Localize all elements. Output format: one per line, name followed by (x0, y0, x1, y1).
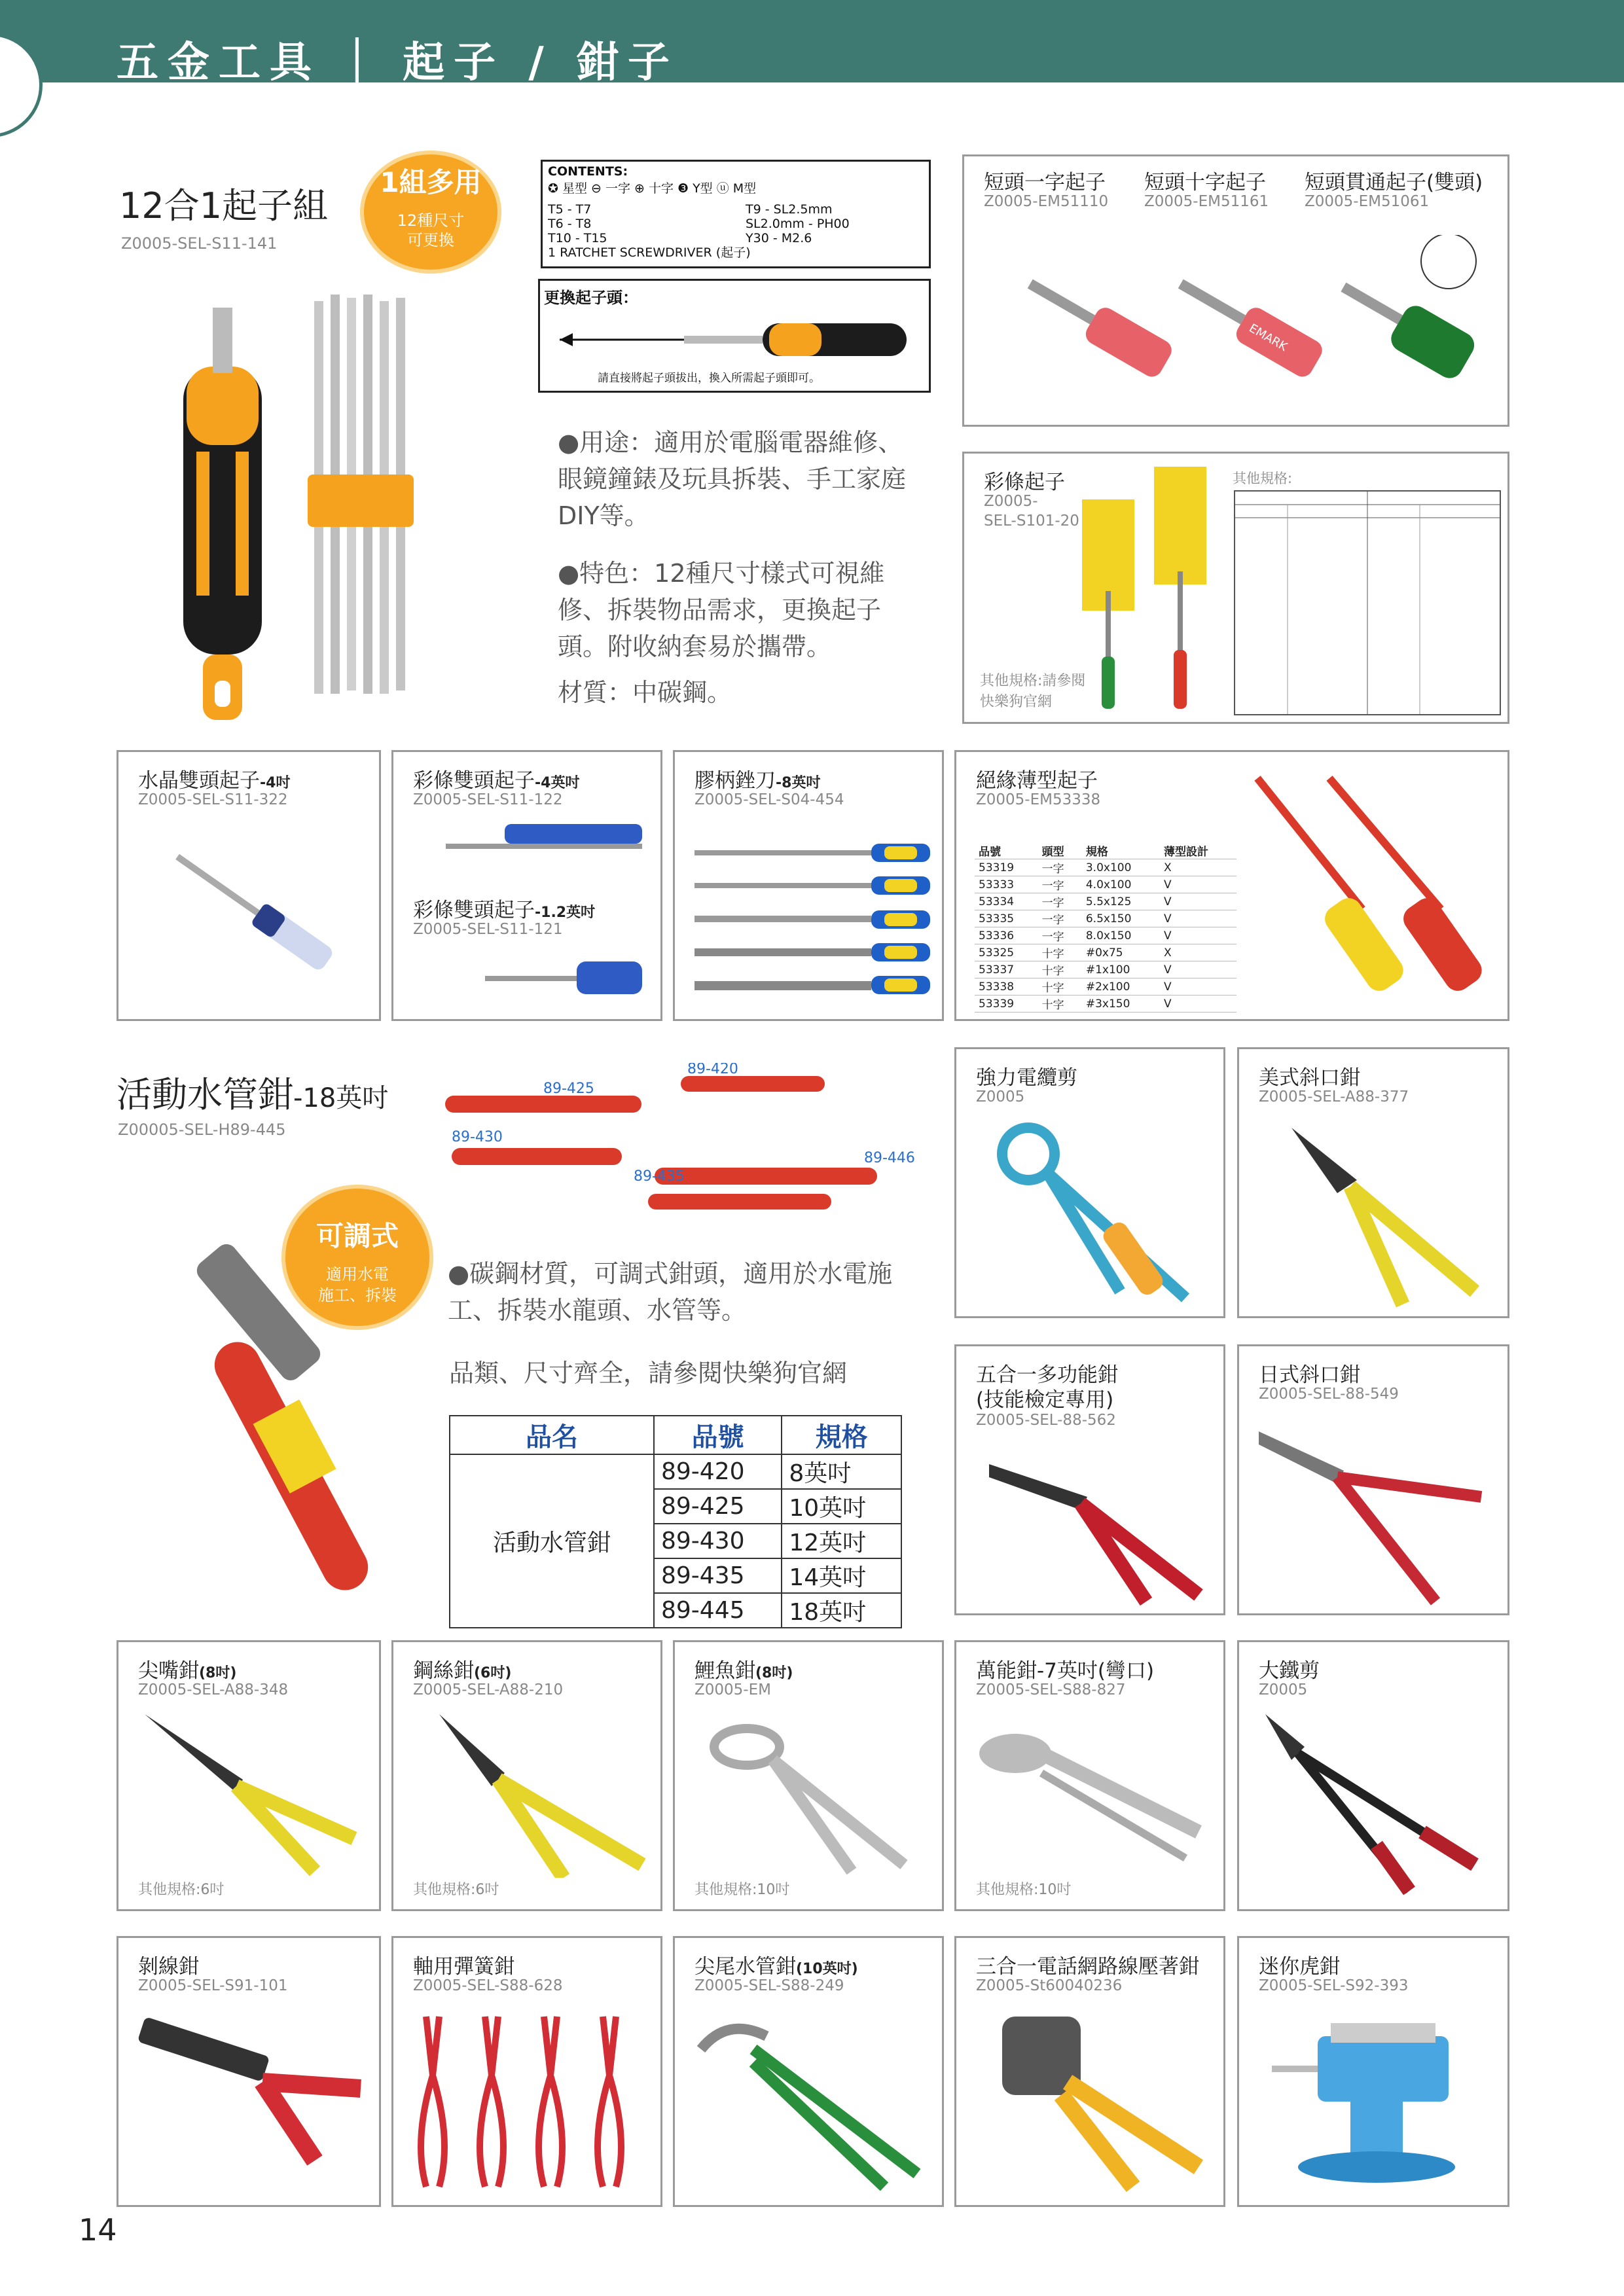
card-title: 尖嘴鉗(8吋) (138, 1659, 237, 1683)
short-cross-code: Z0005-EM51161 (1144, 193, 1269, 210)
color-double-driver-card[interactable] (391, 750, 662, 1021)
page-title: 五金工具 │ 起子 / 鉗子 (117, 39, 679, 87)
card-title: 彩條雙頭起子-4英吋 (413, 769, 580, 793)
pipe-spec-table (449, 1415, 902, 1628)
card-code: Z0005-SEL-A88-348 (138, 1681, 289, 1698)
table-row: 53334 一字 5.5x125 V (975, 893, 1236, 910)
crimping-tool-card[interactable] (954, 1936, 1225, 2207)
insulated-spec-table (975, 842, 1236, 1013)
card-code: Z0005-SEL-A88-210 (413, 1681, 564, 1698)
th: 規格 (1082, 842, 1160, 859)
th: 品號 (975, 842, 1038, 859)
card-title: 剝線鉗 (138, 1955, 199, 1979)
card-title: 軸用彈簧鉗 (413, 1955, 514, 1979)
card-title-2: 彩條雙頭起子-1.2英吋 (413, 899, 596, 922)
table-row: 53333 一字 4.0x100 V (975, 876, 1236, 893)
th-spec: 規格 (782, 1416, 901, 1454)
card-code: Z0005-SEL-S04-454 (695, 791, 844, 808)
locking-plier-image (976, 1714, 1212, 1871)
card-title: 水晶雙頭起子-4吋 (138, 769, 291, 793)
pipe-label: 89-446 (864, 1150, 915, 1166)
table-row: 53325 十字 #0x75 X (975, 944, 1236, 961)
pipe-label: 89-425 (543, 1081, 594, 1097)
th-name: 品名 (450, 1416, 654, 1454)
set12-contents-box (541, 160, 931, 268)
card-title-2: (技能檢定專用) (976, 1388, 1114, 1412)
short-through-code: Z0005-EM51061 (1305, 193, 1430, 210)
card-title: 尖尾水管鉗(10英吋) (695, 1955, 858, 1979)
card-note: 其他規格:10吋 (976, 1882, 1072, 1898)
table-row: 53337 十字 #1x100 V (975, 961, 1236, 978)
mini-vise-image (1265, 2010, 1488, 2193)
card-code: Z0005-St60040236 (976, 1977, 1123, 1994)
short-drivers-box (962, 154, 1509, 427)
brand-label: EMARK (1246, 321, 1290, 354)
set12-badge-line2: 可更換 (407, 231, 454, 249)
card-title: 膠柄銼刀-8英吋 (695, 769, 821, 793)
contents-item: T9 - SL2.5mm (746, 202, 833, 217)
card-code: Z0005-SEL-S91-101 (138, 1977, 288, 1994)
color-driver-note: 其他規格:請參閱 (980, 673, 1086, 689)
contents-item: SL2.0mm - PH00 (746, 217, 850, 231)
short-through-title: 短頭貫通起子(雙頭) (1305, 171, 1483, 194)
card-code: Z0005 (1259, 1681, 1308, 1698)
slip-joint-card[interactable] (673, 1640, 944, 1911)
cable-cutter-card[interactable] (954, 1047, 1225, 1318)
card-title: 鋼絲鉗(6吋) (413, 1659, 512, 1683)
card-code: Z0005-EM (695, 1681, 771, 1698)
combination-plier-card[interactable] (391, 1640, 662, 1911)
table-row: 53336 一字 8.0x150 V (975, 927, 1236, 944)
insulated-driver-image (1244, 765, 1506, 1020)
th: 頭型 (1038, 842, 1082, 859)
contents-legend: ✪ 星型 ⊖ 一字 ⊕ 十字 ❸ Y型 ⓤ M型 (548, 181, 757, 196)
th: 薄型設計 (1160, 842, 1236, 859)
color-driver-box (962, 452, 1509, 724)
locking-plier-card[interactable] (954, 1640, 1225, 1911)
set12-screwdriver-image (164, 288, 465, 733)
pipe-see-website: 品類、尺寸齊全，請參閱快樂狗官網 (449, 1359, 848, 1388)
short-cross-title: 短頭十字起子 (1144, 171, 1266, 194)
pipe-description: ●碳鋼材質，可調式鉗頭，適用於水電施工、拆裝水龍頭、水管等。 (448, 1259, 893, 1325)
wire-stripper-card[interactable] (117, 1936, 381, 2207)
set12-code: Z0005-SEL-S11-141 (121, 234, 278, 253)
us-diagonal-card[interactable] (1237, 1047, 1509, 1318)
color-driver-title: 彩條起子 (984, 471, 1065, 494)
card-code: Z0005-SEL-S88-827 (976, 1681, 1126, 1698)
crystal-driver-card[interactable] (117, 750, 381, 1021)
jp-diagonal-card[interactable] (1237, 1344, 1509, 1615)
table-row: 活動水管鉗 89-420 8英吋 (450, 1454, 901, 1489)
set12-feature: ●特色：12種尺寸樣式可視維修、拆裝物品需求，更換起子頭。附收納套易於攜帶。 (558, 559, 885, 661)
short-drivers-image (990, 235, 1488, 418)
table-product-name: 活動水管鉗 (450, 1454, 654, 1628)
color-driver-note: 快樂狗官網 (980, 694, 1053, 710)
th-code: 品號 (654, 1416, 782, 1454)
us-diagonal-image (1278, 1115, 1494, 1311)
set12-badge (364, 154, 497, 270)
table-row: 89-445 18英吋 (450, 1593, 901, 1628)
card-code: Z0005-SEL-S11-322 (138, 791, 288, 808)
wire-stripper-image (132, 2010, 374, 2180)
water-pump-plier-image (688, 2010, 930, 2193)
card-code: Z0005-SEL-88-562 (976, 1412, 1116, 1429)
card-code: Z0005-SEL-A88-377 (1259, 1088, 1409, 1105)
set12-usage: ●用途：適用於電腦電器維修、眼鏡鐘錶及玩具拆裝、手工家庭DIY等。 (558, 428, 907, 530)
card-note: 其他規格:6吋 (413, 1882, 499, 1898)
table-header-row (450, 1416, 901, 1454)
card-code-2: Z0005-SEL-S11-121 (413, 921, 563, 938)
card-note: 其他規格:6吋 (138, 1882, 225, 1898)
card-code: Z0005-SEL-S88-249 (695, 1977, 844, 1994)
contents-item: T10 - T15 (548, 231, 607, 245)
table-row: 89-425 10英吋 (450, 1489, 901, 1524)
pipe-wrench-set-image (432, 1063, 943, 1240)
card-code: Z0005-SEL-S11-122 (413, 791, 563, 808)
contents-item: T5 - T7 (548, 202, 592, 217)
set12-material: 材質：中碳鋼。 (558, 678, 732, 707)
short-slot-title: 短頭一字起子 (984, 171, 1106, 194)
card-title: 美式斜口鉗 (1259, 1066, 1360, 1090)
pipe-label: 89-435 (634, 1168, 685, 1185)
contents-item: 1 RATCHET SCREWDRIVER (起子) (548, 245, 751, 260)
card-title: 五合一多功能鉗 (976, 1363, 1118, 1387)
card-code: Z0005-SEL-S92-393 (1259, 1977, 1409, 1994)
pipe-badge-line1: 適用水電 (326, 1265, 389, 1283)
card-code: Z0005-EM53338 (976, 791, 1101, 808)
page-number: 14 (79, 2212, 117, 2248)
set12-badge-line1: 12種尺寸 (397, 211, 465, 230)
table-row: 53338 十字 #2x100 V (975, 978, 1236, 996)
table-row: 53335 一字 6.5x150 V (975, 910, 1236, 927)
replace-diagram (553, 307, 920, 366)
needle-nose-image (145, 1708, 361, 1878)
circlip-plier-image (406, 2010, 649, 2193)
set12-title: 12合1起子組 (119, 185, 329, 226)
card-code: Z0005-SEL-88-549 (1259, 1386, 1399, 1403)
spec-table-grid (1235, 492, 1500, 714)
pipe-badge-line2: 施工、拆裝 (318, 1286, 397, 1304)
mini-vise-card[interactable] (1237, 1936, 1509, 2207)
multi-plier-card[interactable] (954, 1344, 1225, 1615)
slip-joint-image (708, 1714, 924, 1878)
card-title: 迷你虎鉗 (1259, 1955, 1340, 1979)
pipe-label: 89-430 (452, 1129, 503, 1145)
table-row: 89-430 12英吋 (450, 1524, 901, 1558)
pipe-badge (285, 1189, 429, 1326)
bit-set (308, 295, 414, 694)
cable-cutter-image (989, 1115, 1205, 1311)
color-double-driver-image (446, 811, 649, 1014)
card-title: 絕緣薄型起子 (976, 769, 1098, 793)
needle-nose-card[interactable] (117, 1640, 381, 1911)
bolt-cutter-image (1252, 1708, 1501, 1904)
jp-diagonal-image (1252, 1418, 1494, 1608)
set12-replace-box (538, 279, 931, 393)
screwdriver-handle (183, 308, 262, 720)
color-driver-code: Z0005- (984, 493, 1038, 510)
card-title: 三合一電話網路線壓著鉗 (976, 1955, 1199, 1979)
insulated-driver-card[interactable] (954, 750, 1509, 1021)
card-title: 日式斜口鉗 (1259, 1363, 1360, 1387)
pipe-label: 89-420 (687, 1063, 738, 1077)
circlip-plier-card[interactable] (391, 1936, 662, 2207)
color-driver-code: SEL-S101-20 (984, 512, 1079, 529)
card-title: 大鐵剪 (1259, 1659, 1320, 1683)
set12-badge-main: 1組多用 (380, 166, 482, 198)
file-card[interactable] (673, 750, 944, 1021)
file-image (688, 837, 937, 1007)
card-code: Z0005-SEL-S88-628 (413, 1977, 563, 1994)
table-row: 53339 十字 #3x150 V (975, 996, 1236, 1013)
replace-title: 更換起子頭： (544, 289, 638, 307)
card-code: Z0005 (976, 1088, 1025, 1105)
short-slot-code: Z0005-EM51110 (984, 193, 1109, 210)
multi-plier-image (983, 1438, 1212, 1608)
pipe-code: Z00005-SEL-H89-445 (118, 1121, 286, 1139)
color-driver-spec-table (1234, 490, 1501, 715)
table-row: 89-435 14英吋 (450, 1558, 901, 1593)
replace-note: 請直接將起子頭拔出，換入所需起子頭即可。 (598, 372, 820, 385)
crimping-tool-image (989, 2010, 1212, 2193)
card-title: 強力電纜剪 (976, 1066, 1077, 1090)
table-row: 53319 一字 3.0x100 X (975, 859, 1236, 876)
color-driver-image (1082, 460, 1239, 715)
contents-item: Y30 - M2.6 (746, 231, 812, 245)
card-title: 鯉魚鉗(8吋) (695, 1659, 793, 1683)
contents-label: CONTENTS: (548, 164, 628, 179)
card-note: 其他規格:10吋 (695, 1882, 790, 1898)
pipe-badge-main: 可調式 (316, 1220, 399, 1252)
card-title: 萬能鉗-7英吋(彎口) (976, 1659, 1155, 1683)
combination-plier-image (433, 1708, 649, 1878)
water-pump-plier-card[interactable] (673, 1936, 944, 2207)
crystal-driver-image (158, 824, 354, 1007)
other-spec-label: 其他規格: (1233, 471, 1293, 486)
bolt-cutter-card[interactable] (1237, 1640, 1509, 1911)
contents-item: T6 - T8 (548, 217, 592, 231)
pipe-title: 活動水管鉗-18英吋 (117, 1074, 389, 1115)
